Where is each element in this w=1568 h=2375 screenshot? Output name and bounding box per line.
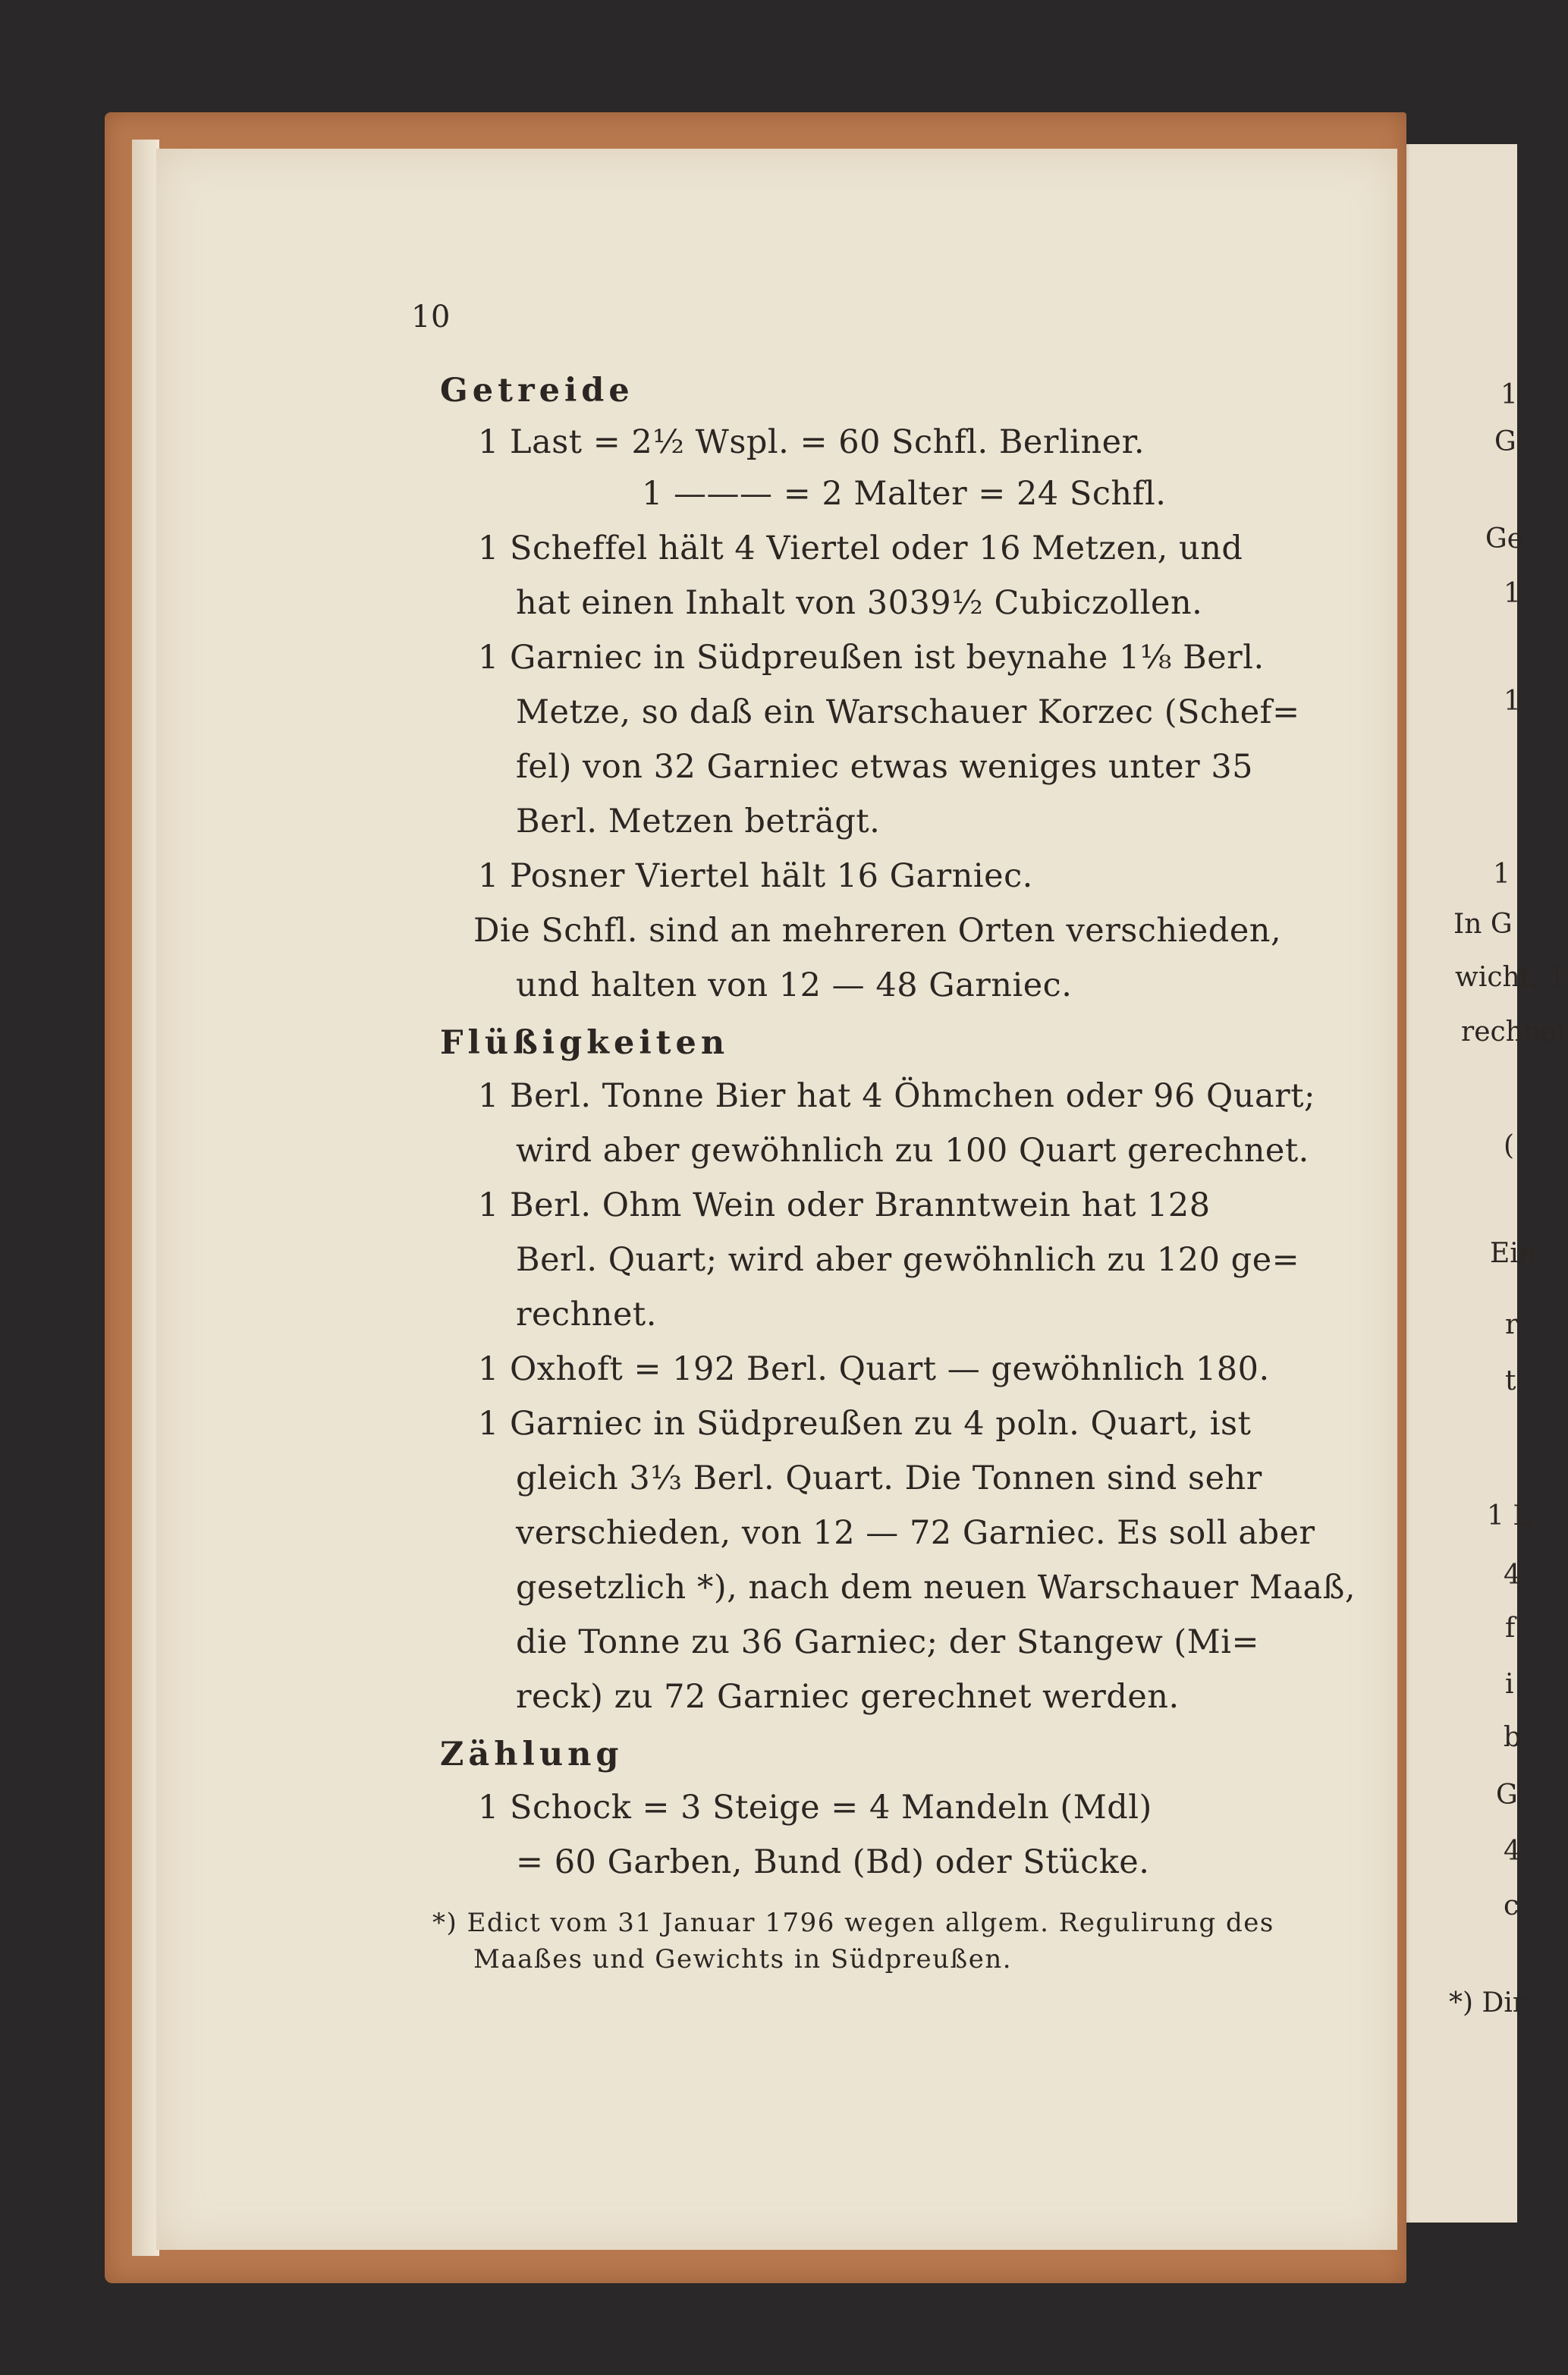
- next-page-fragment: r: [1505, 1309, 1519, 1340]
- text-line: rechnet.: [516, 1296, 657, 1334]
- next-page-fragment: 1: [1504, 578, 1521, 609]
- section-heading: Flüßigkeiten: [440, 1024, 730, 1062]
- next-page-fragment: 1: [1500, 379, 1518, 410]
- book-page: [156, 149, 1397, 2250]
- next-page-fragment: 1: [1493, 859, 1510, 890]
- next-page-fragment: *) Dir: [1449, 1987, 1526, 2018]
- next-page-fragment: Ge: [1485, 523, 1524, 554]
- next-page-fragment: G: [1494, 426, 1516, 457]
- text-line: 1 ——— = 2 Malter = 24 Schfl.: [642, 475, 1167, 513]
- next-page-fragment: Ein: [1490, 1238, 1536, 1269]
- text-line: 1 Garniec in Südpreußen zu 4 poln. Quart, ist: [478, 1405, 1252, 1443]
- next-page-fragment: rechnet: [1461, 1016, 1568, 1048]
- text-line: 1 Berl. Ohm Wein oder Branntwein hat 128: [478, 1186, 1211, 1224]
- next-page-fragment: In G: [1453, 909, 1513, 940]
- next-page-fragment: i: [1505, 1669, 1514, 1700]
- text-line: wird aber gewöhnlich zu 100 Quart gerechnet.: [516, 1132, 1309, 1170]
- text-line: fel) von 32 Garniec etwas weniges unter 35: [516, 748, 1254, 786]
- section-heading: Getreide: [440, 372, 634, 410]
- text-line: gleich 3⅓ Berl. Quart. Die Tonnen sind sehr: [516, 1459, 1262, 1497]
- page-edge: [132, 140, 159, 2256]
- footnote-line: *) Edict vom 31 Januar 1796 wegen allgem. Regulirung des: [432, 1908, 1274, 1938]
- footnote-line: Maaßes und Gewichts in Südpreußen.: [473, 1944, 1013, 1974]
- next-page-fragment: 4: [1504, 1836, 1521, 1867]
- text-line: 1 Last = 2½ Wspl. = 60 Schfl. Berliner.: [478, 423, 1145, 461]
- text-line: Berl. Metzen beträgt.: [516, 803, 881, 840]
- next-page-fragment: f: [1505, 1613, 1516, 1644]
- text-line: 1 Scheffel hält 4 Viertel oder 16 Metzen, und: [478, 529, 1243, 567]
- next-page-fragment: wicht, 1: [1455, 962, 1566, 993]
- text-line: Berl. Quart; wird aber gewöhnlich zu 120 ge=: [516, 1241, 1300, 1279]
- page-content: [156, 149, 1397, 2250]
- text-line: 1 Posner Viertel hält 16 Garniec.: [478, 857, 1033, 895]
- text-line: Metze, so daß ein Warschauer Korzec (Schef=: [516, 693, 1300, 731]
- next-page-fragment: 1: [1504, 686, 1521, 717]
- next-page-fragment: t: [1505, 1365, 1516, 1396]
- text-line: die Tonne zu 36 Garniec; der Stangew (Mi=: [516, 1623, 1260, 1661]
- text-line: verschieden, von 12 — 72 Garniec. Es soll aber: [516, 1514, 1315, 1552]
- text-line: gesetzlich *), nach dem neuen Warschauer Maaß,: [516, 1569, 1356, 1607]
- text-line: und halten von 12 — 48 Garniec.: [516, 966, 1073, 1004]
- next-page-fragment: (: [1504, 1130, 1515, 1161]
- next-page-fragment: b: [1504, 1722, 1522, 1753]
- text-line: 1 Schock = 3 Steige = 4 Mandeln (Mdl): [478, 1789, 1152, 1827]
- next-page-fragment: G: [1496, 1780, 1518, 1811]
- text-line: hat einen Inhalt von 3039½ Cubiczollen.: [516, 584, 1203, 622]
- next-page-fragment: c: [1504, 1890, 1519, 1921]
- text-line: Die Schfl. sind an mehreren Orten verschieden,: [473, 912, 1282, 950]
- text-line: reck) zu 72 Garniec gerechnet werden.: [516, 1678, 1180, 1716]
- text-line: = 60 Garben, Bund (Bd) oder Stücke.: [516, 1843, 1150, 1881]
- next-page-fragment: 1 L: [1487, 1500, 1532, 1531]
- section-heading: Zählung: [440, 1736, 624, 1773]
- page-number: 10: [411, 300, 451, 335]
- text-line: 1 Garniec in Südpreußen ist beynahe 1⅛ Berl.: [478, 639, 1265, 677]
- text-line: 1 Oxhoft = 192 Berl. Quart — gewöhnlich 180.: [478, 1350, 1270, 1388]
- text-line: 1 Berl. Tonne Bier hat 4 Öhmchen oder 96 Quart;: [478, 1077, 1315, 1115]
- next-page-fragment: 4: [1504, 1560, 1521, 1591]
